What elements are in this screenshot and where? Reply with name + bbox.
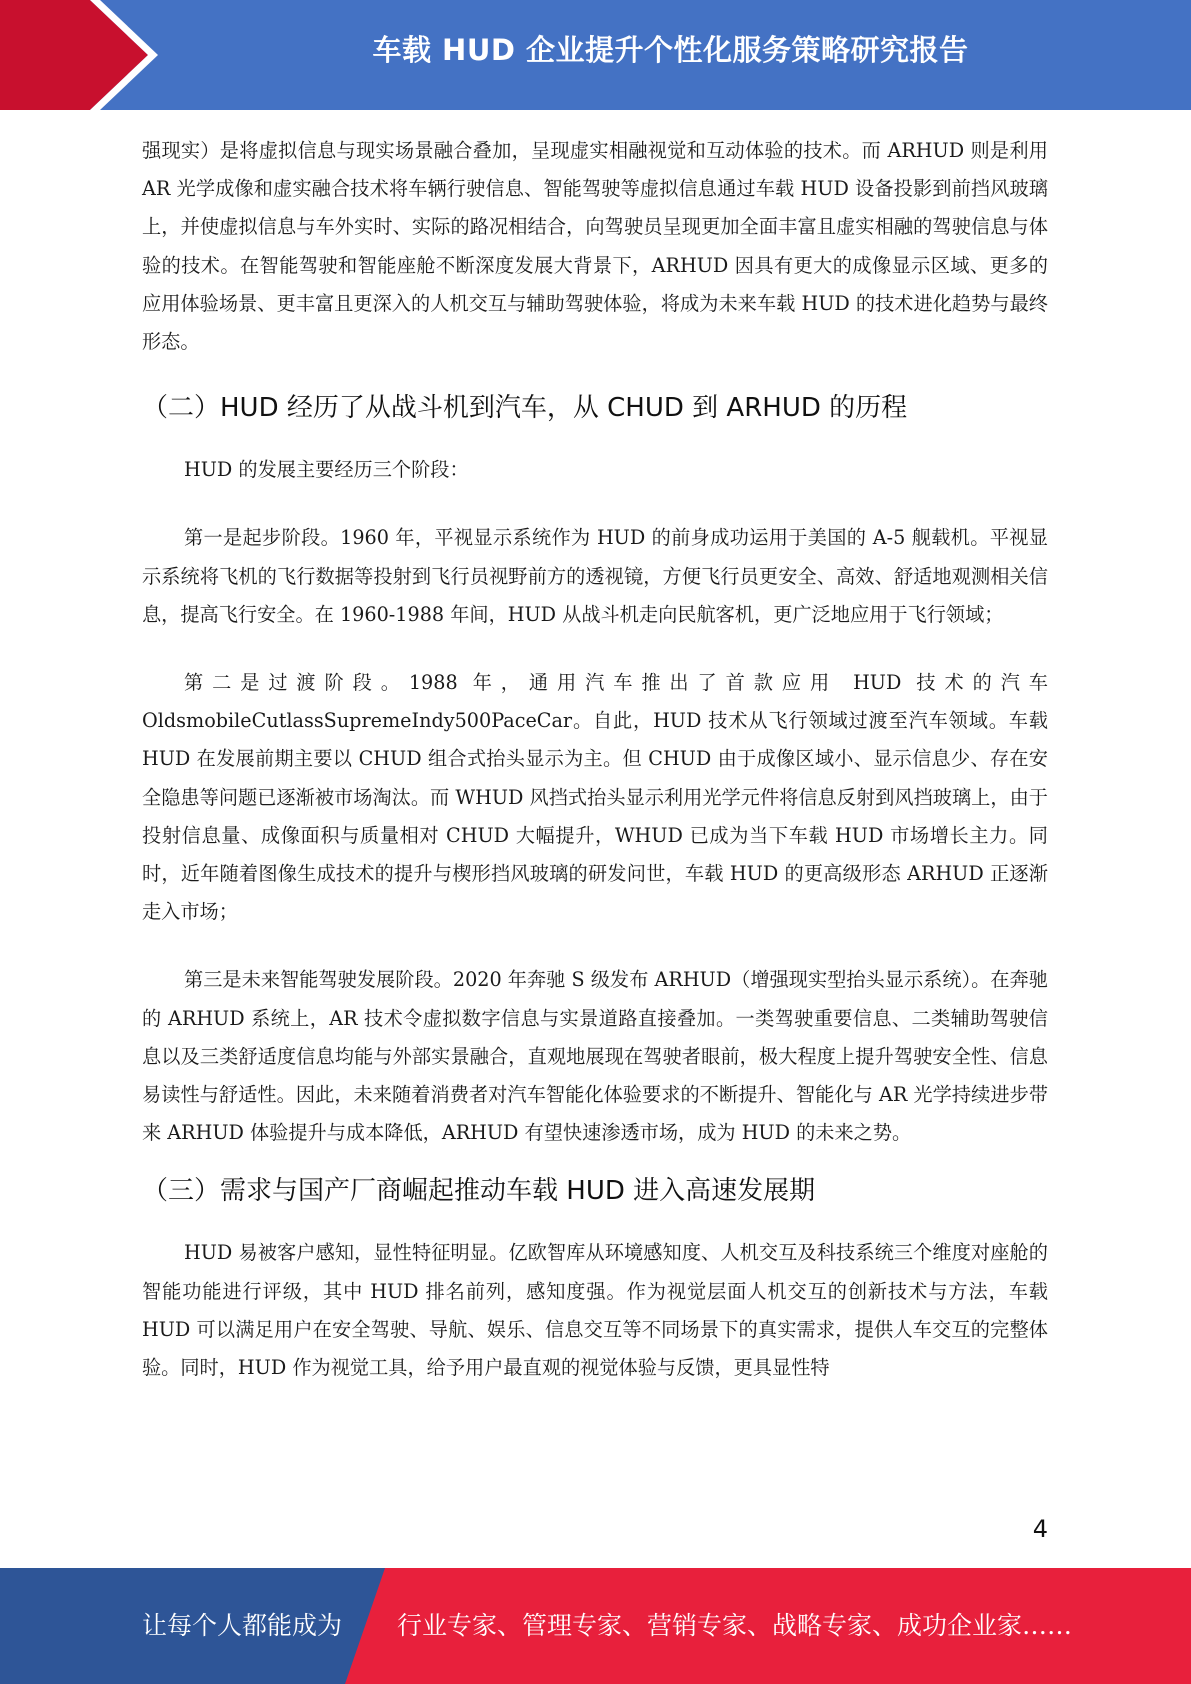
stage3-paragraph: 第三是未来智能驾驶发展阶段。2020 年奔驰 S 级发布 ARHUD（增强现实型抬头显示系统）。在奔驰的 ARHUD 系统上，AR 技术令虚拟数字信息与实景道路直接叠加。一类驾驶重要信息、二类辅助驾驶信息以及三类舒适度信息均能与外部实景融合，直观地展现在驾驶者眼前，极大程度上提升驾驶安全性、信息易读性与舒适性。因此，未来随着消费者对汽车智能化体验要求的不断提升、智能化与 AR 光学持续进步带来 ARHUD 体验提升与成本降低，ARHUD 有望快速渗透市场，成为 HUD 的未来之势。 bbox=[142, 968, 1048, 1145]
stage1-paragraph: 第一是起步阶段。1960 年，平视显示系统作为 HUD 的前身成功运用于美国的 A-5 舰载机。平视显示系统将飞机的飞行数据等投射到飞行员视野前方的透视镜，方便飞行员更安全、高效、舒适地观测相关信息，提高飞行安全。在 1960-1988 年间，HUD 从战斗机走向民航客机，更广泛地应用于飞行领域； bbox=[142, 526, 1048, 626]
section3-paragraph: HUD 易被客户感知，显性特征明显。亿欧智库从环境感知度、人机交互及科技系统三个维度对座舱的智能功能进行评级，其中 HUD 排名前列，感知度强。作为视觉层面人机交互的创新技术与方法，车载 HUD 可以满足用户在安全驾驶、导航、娱乐、信息交互等不同场景下的真实需求，提供人车交互的完整体验。同时，HUD 作为视觉工具，给予用户最直观的视觉体验与反馈，更具显性特 bbox=[142, 1241, 1048, 1380]
page-header bbox=[0, 0, 1191, 110]
document-body bbox=[142, 132, 1048, 1387]
footer-slogan-left: 让每个人都能成为 bbox=[142, 1611, 343, 1640]
intro-paragraph: 强现实）是将虚拟信息与现实场景融合叠加，呈现虚实相融视觉和互动体验的技术。而 ARHUD 则是利用 AR 光学成像和虚实融合技术将车辆行驶信息、智能驾驶等虚拟信息通过车载 HUD 设备投影到前挡风玻璃上，并使虚拟信息与车外实时、实际的路况相结合，向驾驶员呈现更加全面丰富且虚实相融的驾驶信息与体验的技术。在智能驾驶和智能座舱不断深度发展大背景下，ARHUD 因具有更大的成像显示区域、更多的应用体验场景、更丰富且更深入的人机交互与辅助驾驶体验，将成为未来车载 HUD 的技术进化趋势与最终形态。 bbox=[142, 139, 1048, 354]
stage2-paragraph: 第二是过渡阶段。1988 年，通用汽车推出了首款应用 HUD 技术的汽车 OldsmobileCutlassSupremeIndy500PaceCar。自此，HUD 技术从飞行领域过渡至汽车领域。车载 HUD 在发展前期主要以 CHUD 组合式抬头显示为主。但 CHUD 由于成像区域小、显示信息少、存在安全隐患等问题已逐渐被市场淘汰。而 WHUD 风挡式抬头显示利用光学元件将信息反射到风挡玻璃上，由于投射信息量、成像面积与质量相对 CHUD 大幅提升，WHUD 已成为当下车载 HUD 市场增长主力。同时，近年随着图像生成技术的提升与楔形挡风玻璃的研发问世，车载 HUD 的更高级形态 ARHUD 正逐渐走入市场； bbox=[142, 671, 1048, 924]
footer-slogan-right: 行业专家、管理专家、营销专家、战略专家、成功企业家…… bbox=[397, 1611, 1073, 1640]
section-heading-3: （三）需求与国产厂商崛起推动车载 HUD 进入高速发展期 bbox=[142, 1176, 816, 1207]
page-number: 4 bbox=[1032, 1515, 1048, 1543]
report-title: 车载 HUD 企业提升个性化服务策略研究报告 bbox=[372, 33, 969, 67]
page-footer bbox=[0, 1568, 1191, 1684]
section2-intro: HUD 的发展主要经历三个阶段： bbox=[184, 458, 469, 482]
section-heading-2: （二）HUD 经历了从战斗机到汽车，从 CHUD 到 ARHUD 的历程 bbox=[142, 393, 908, 424]
